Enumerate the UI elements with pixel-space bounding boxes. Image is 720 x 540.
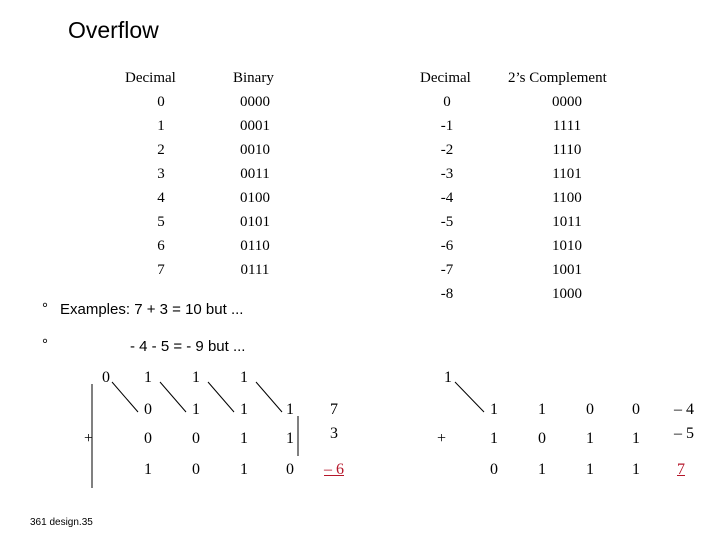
operand-a-bit: 0 <box>144 401 152 418</box>
unsigned-decimal-cell: 7 <box>157 262 165 278</box>
unsigned-binary-cell: 0011 <box>240 166 270 182</box>
signed-decimal-cell: -7 <box>440 262 454 278</box>
sum-bit: 1 <box>144 461 152 478</box>
signed-decimal-cell: -5 <box>440 214 454 230</box>
signed-binary-cell: 1001 <box>552 262 582 278</box>
unsigned-decimal-cell: 3 <box>157 166 165 182</box>
signed-binary-cell: 1011 <box>552 214 582 230</box>
sum-bit: 1 <box>538 461 546 478</box>
unsigned-binary-cell: 0111 <box>240 262 270 278</box>
carry-bit: 1 <box>144 369 152 386</box>
carry-line <box>256 382 282 412</box>
signed-decimal-cell: -2 <box>440 142 454 158</box>
slide-title: Overflow <box>68 17 159 43</box>
carry-line <box>455 382 484 412</box>
examples-line-1: Examples: 7 + 3 = 10 but ... <box>60 301 244 318</box>
decimal-operand-a: 7 <box>330 401 338 418</box>
signed-binary-cell: 1111 <box>552 118 582 134</box>
signed-binary-cell: 1110 <box>552 142 582 158</box>
operand-b-bit: 1 <box>240 430 248 447</box>
signed-binary-cell: 0000 <box>552 94 582 110</box>
unsigned-binary-cell: 0101 <box>240 214 270 230</box>
signed-decimal-header: Decimal <box>420 70 471 86</box>
operand-a-bit: 1 <box>538 401 546 418</box>
unsigned-binary-cell: 0000 <box>240 94 270 110</box>
signed-decimal-cell: -1 <box>440 118 454 134</box>
signed-decimal-cell: -6 <box>440 238 454 254</box>
unsigned-binary-cell: 0110 <box>240 238 270 254</box>
operand-b-bit: 0 <box>192 430 200 447</box>
carry-line <box>208 382 234 412</box>
operand-b-bit: 1 <box>286 430 294 447</box>
unsigned-binary-cell: 0100 <box>240 190 270 206</box>
slide-footer: 361 design.35 <box>30 517 93 528</box>
signed-binary-cell: 1100 <box>552 190 582 206</box>
unsigned-decimal-cell: 1 <box>157 118 165 134</box>
operand-a-bit: 1 <box>490 401 498 418</box>
unsigned-binary-header: Binary <box>233 70 274 86</box>
operand-b-bit: 1 <box>490 430 498 447</box>
decimal-result: – 6 <box>324 461 344 478</box>
sum-bit: 0 <box>490 461 498 478</box>
operand-a-bit: 1 <box>192 401 200 418</box>
carry-bit: 1 <box>240 369 248 386</box>
sum-bit: 1 <box>586 461 594 478</box>
unsigned-binary-cell: 0001 <box>240 118 270 134</box>
decimal-result: 7 <box>677 461 685 478</box>
unsigned-decimal-cell: 6 <box>157 238 165 254</box>
carry-line <box>160 382 186 412</box>
plus-sign: + <box>84 430 94 447</box>
decimal-operand-a: – 4 <box>674 401 694 418</box>
sum-bit: 0 <box>286 461 294 478</box>
operand-b-bit: 1 <box>632 430 640 447</box>
operand-b-bit: 0 <box>538 430 546 447</box>
signed-decimal-cell: -8 <box>440 286 454 302</box>
signed-decimal-cell: 0 <box>443 94 451 110</box>
signed-binary-cell: 1000 <box>552 286 582 302</box>
operand-a-bit: 1 <box>240 401 248 418</box>
carry-bit: 1 <box>192 369 200 386</box>
unsigned-decimal-cell: 0 <box>157 94 165 110</box>
signed-decimal-cell: -4 <box>440 190 454 206</box>
plus-sign: + <box>437 430 447 447</box>
operand-a-bit: 0 <box>586 401 594 418</box>
unsigned-binary-cell: 0010 <box>240 142 270 158</box>
signed-twos-complement-header: 2’s Complement <box>508 70 607 86</box>
decimal-operand-b: 3 <box>330 425 338 442</box>
sum-bit: 1 <box>240 461 248 478</box>
signed-binary-cell: 1010 <box>552 238 582 254</box>
operand-b-bit: 1 <box>586 430 594 447</box>
unsigned-decimal-cell: 4 <box>157 190 165 206</box>
signed-decimal-cell: -3 <box>440 166 454 182</box>
carry-bit: 0 <box>102 369 110 386</box>
unsigned-decimal-header: Decimal <box>125 70 176 86</box>
unsigned-decimal-cell: 5 <box>157 214 165 230</box>
carry-bit: 1 <box>444 369 452 386</box>
operand-b-bit: 0 <box>144 430 152 447</box>
unsigned-decimal-cell: 2 <box>157 142 165 158</box>
operand-a-bit: 1 <box>286 401 294 418</box>
sum-bit: 1 <box>632 461 640 478</box>
bullet-marker: ° <box>42 300 48 317</box>
bullet-marker: ° <box>42 336 48 353</box>
sum-bit: 0 <box>192 461 200 478</box>
operand-a-bit: 0 <box>632 401 640 418</box>
examples-line-2: - 4 - 5 = - 9 but ... <box>130 338 246 355</box>
decimal-operand-b: – 5 <box>674 425 694 442</box>
signed-binary-cell: 1101 <box>552 166 582 182</box>
